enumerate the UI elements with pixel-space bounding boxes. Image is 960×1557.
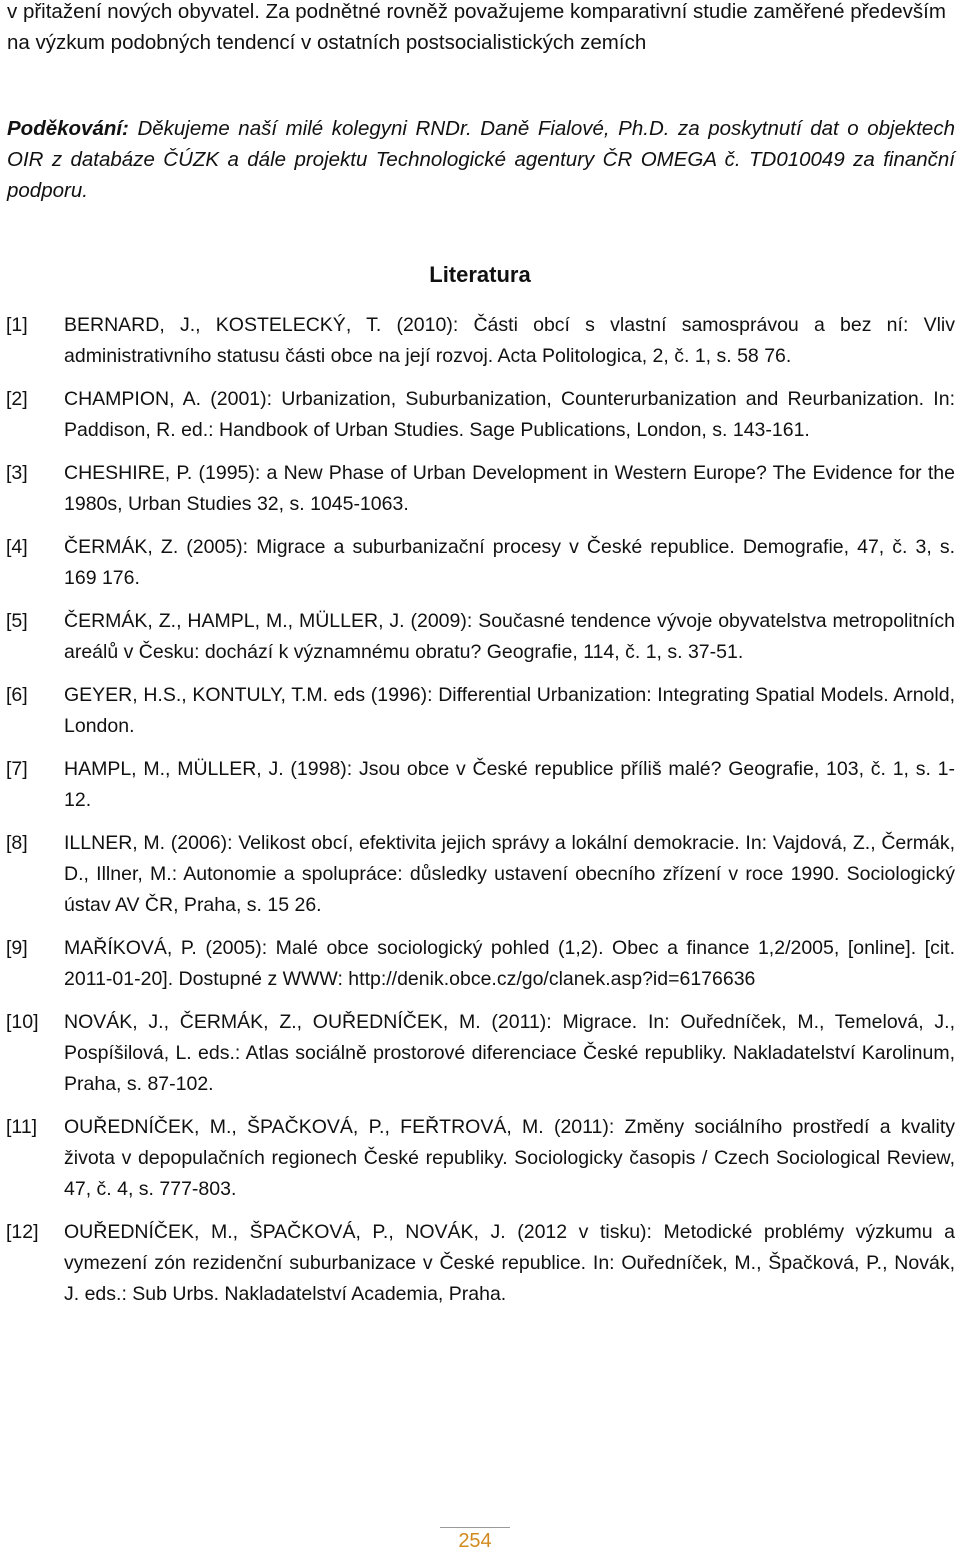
reference-number: [7] [6,758,28,780]
reference-number: [5] [6,610,28,632]
footer-divider [440,1527,510,1528]
acknowledgement-text: Děkujeme naší milé kolegyni RNDr. Daně Fialové, Ph.D. za poskytnutí dat o objektech OIR z databáze ČÚZK a dále projektu Technologické agentury ČR OMEGA č. TD010049 za finanční podporu. [7,117,955,202]
reference-text: CHESHIRE, P. (1995): a New Phase of Urban Development in Western Europe? The Evidence for the 1980s, Urban Studies 32, s. 1045-1063. [64,462,955,515]
reference-text: BERNARD, J., KOSTELECKÝ, T. (2010): Části obcí s vlastní samosprávou a bez ní: Vliv administrativního statusu části obce na její rozvoj. Acta Politologica, 2, č. 1, s. 58 76. [64,314,955,367]
reference-text: OUŘEDNÍČEK, M., ŠPAČKOVÁ, P., NOVÁK, J. (2012 v tisku): Metodické problémy výzkumu a vymezení zón rezidenční suburbanizace v České republice. In: Ouředníček, M., Špačková, P., Novák, J. eds.: Sub Urbs. Nakladatelství Academia, Praha. [64,1221,955,1305]
reference-text: GEYER, H.S., KONTULY, T.M. eds (1996): Differential Urbanization: Integrating Spatial Models. Arnold, London. [64,684,955,737]
reference-item [0,606,960,668]
reference-text: CHAMPION, A. (2001): Urbanization, Suburbanization, Counterurbanization and Reurbanization. In: Paddison, R. ed.: Handbook of Urban Studies. Sage Publications, London, s. 143-161. [64,388,955,441]
reference-item [0,310,960,372]
reference-text: HAMPL, M., MÜLLER, J. (1998): Jsou obce v České republice příliš malé? Geografie, 103, č. 1, s. 1-12. [64,758,955,811]
reference-number: [8] [6,832,28,854]
reference-text: MAŘÍKOVÁ, P. (2005): Malé obce sociologický pohled (1,2). Obec a finance 1,2/2005, [online]. [cit. 2011-01-20]. Dostupné z WWW: http://denik.obce.cz/go/clanek.asp?id=6176636 [64,937,955,990]
reference-number: [6] [6,684,28,706]
reference-number: [11] [6,1116,38,1138]
acknowledgement-label: Poděkování: [7,117,129,140]
reference-item [0,828,960,921]
acknowledgement-paragraph [7,113,955,206]
reference-text: ČERMÁK, Z., HAMPL, M., MÜLLER, J. (2009): Současné tendence vývoje obyvatelstva metropolitních areálů v Česku: dochází k významnému obratu? Geografie, 114, č. 1, s. 37-51. [64,610,955,663]
reference-item [0,754,960,816]
reference-text: NOVÁK, J., ČERMÁK, Z., OUŘEDNÍČEK, M. (2011): Migrace. In: Ouředníček, M., Temelová, J., Pospíšilová, L. eds.: Atlas sociálně prostorové diferenciace České republiky. Nakladatelství Karolinum, Praha, s. 87-102. [64,1011,955,1095]
reference-number: [4] [6,536,28,558]
reference-number: [3] [6,462,28,484]
reference-item [0,1217,960,1310]
references-list [0,310,960,1322]
intro-paragraph: v přitažení nových obyvatel. Za podnětné rovněž považujeme komparativní studie zaměřené především na výzkum podobných tendencí v ostatních postsocialistických zemích [7,0,946,54]
reference-item [0,933,960,995]
reference-text: ČERMÁK, Z. (2005): Migrace a suburbanizační procesy v České republice. Demografie, 47, č. 3, s. 169 176. [64,536,955,589]
reference-item [0,458,960,520]
reference-item [0,680,960,742]
reference-number: [1] [6,314,28,336]
reference-item [0,532,960,594]
references-heading: Literatura [429,262,531,287]
reference-text: ILLNER, M. (2006): Velikost obcí, efektivita jejich správy a lokální demokracie. In: Vajdová, Z., Čermák, D., Illner, M.: Autonomie a spolupráce: důsledky ustavení obecního zřízení v roce 1990. Sociologický ústav AV ČR, Praha, s. 15 26. [64,832,955,916]
reference-text: OUŘEDNÍČEK, M., ŠPAČKOVÁ, P., FEŘTROVÁ, M. (2011): Změny sociálního prostředí a kvality života v depopulačních regionech České republiky. Sociologicky časopis / Czech Sociological Review, 47, č. 4, s. 777-803. [64,1116,955,1200]
reference-item [0,384,960,446]
reference-item [0,1112,960,1205]
reference-number: [2] [6,388,28,410]
reference-number: [12] [6,1221,39,1243]
reference-item [0,1007,960,1100]
reference-number: [10] [6,1011,39,1033]
page-number: 254 [458,1530,492,1552]
reference-number: [9] [6,937,28,959]
